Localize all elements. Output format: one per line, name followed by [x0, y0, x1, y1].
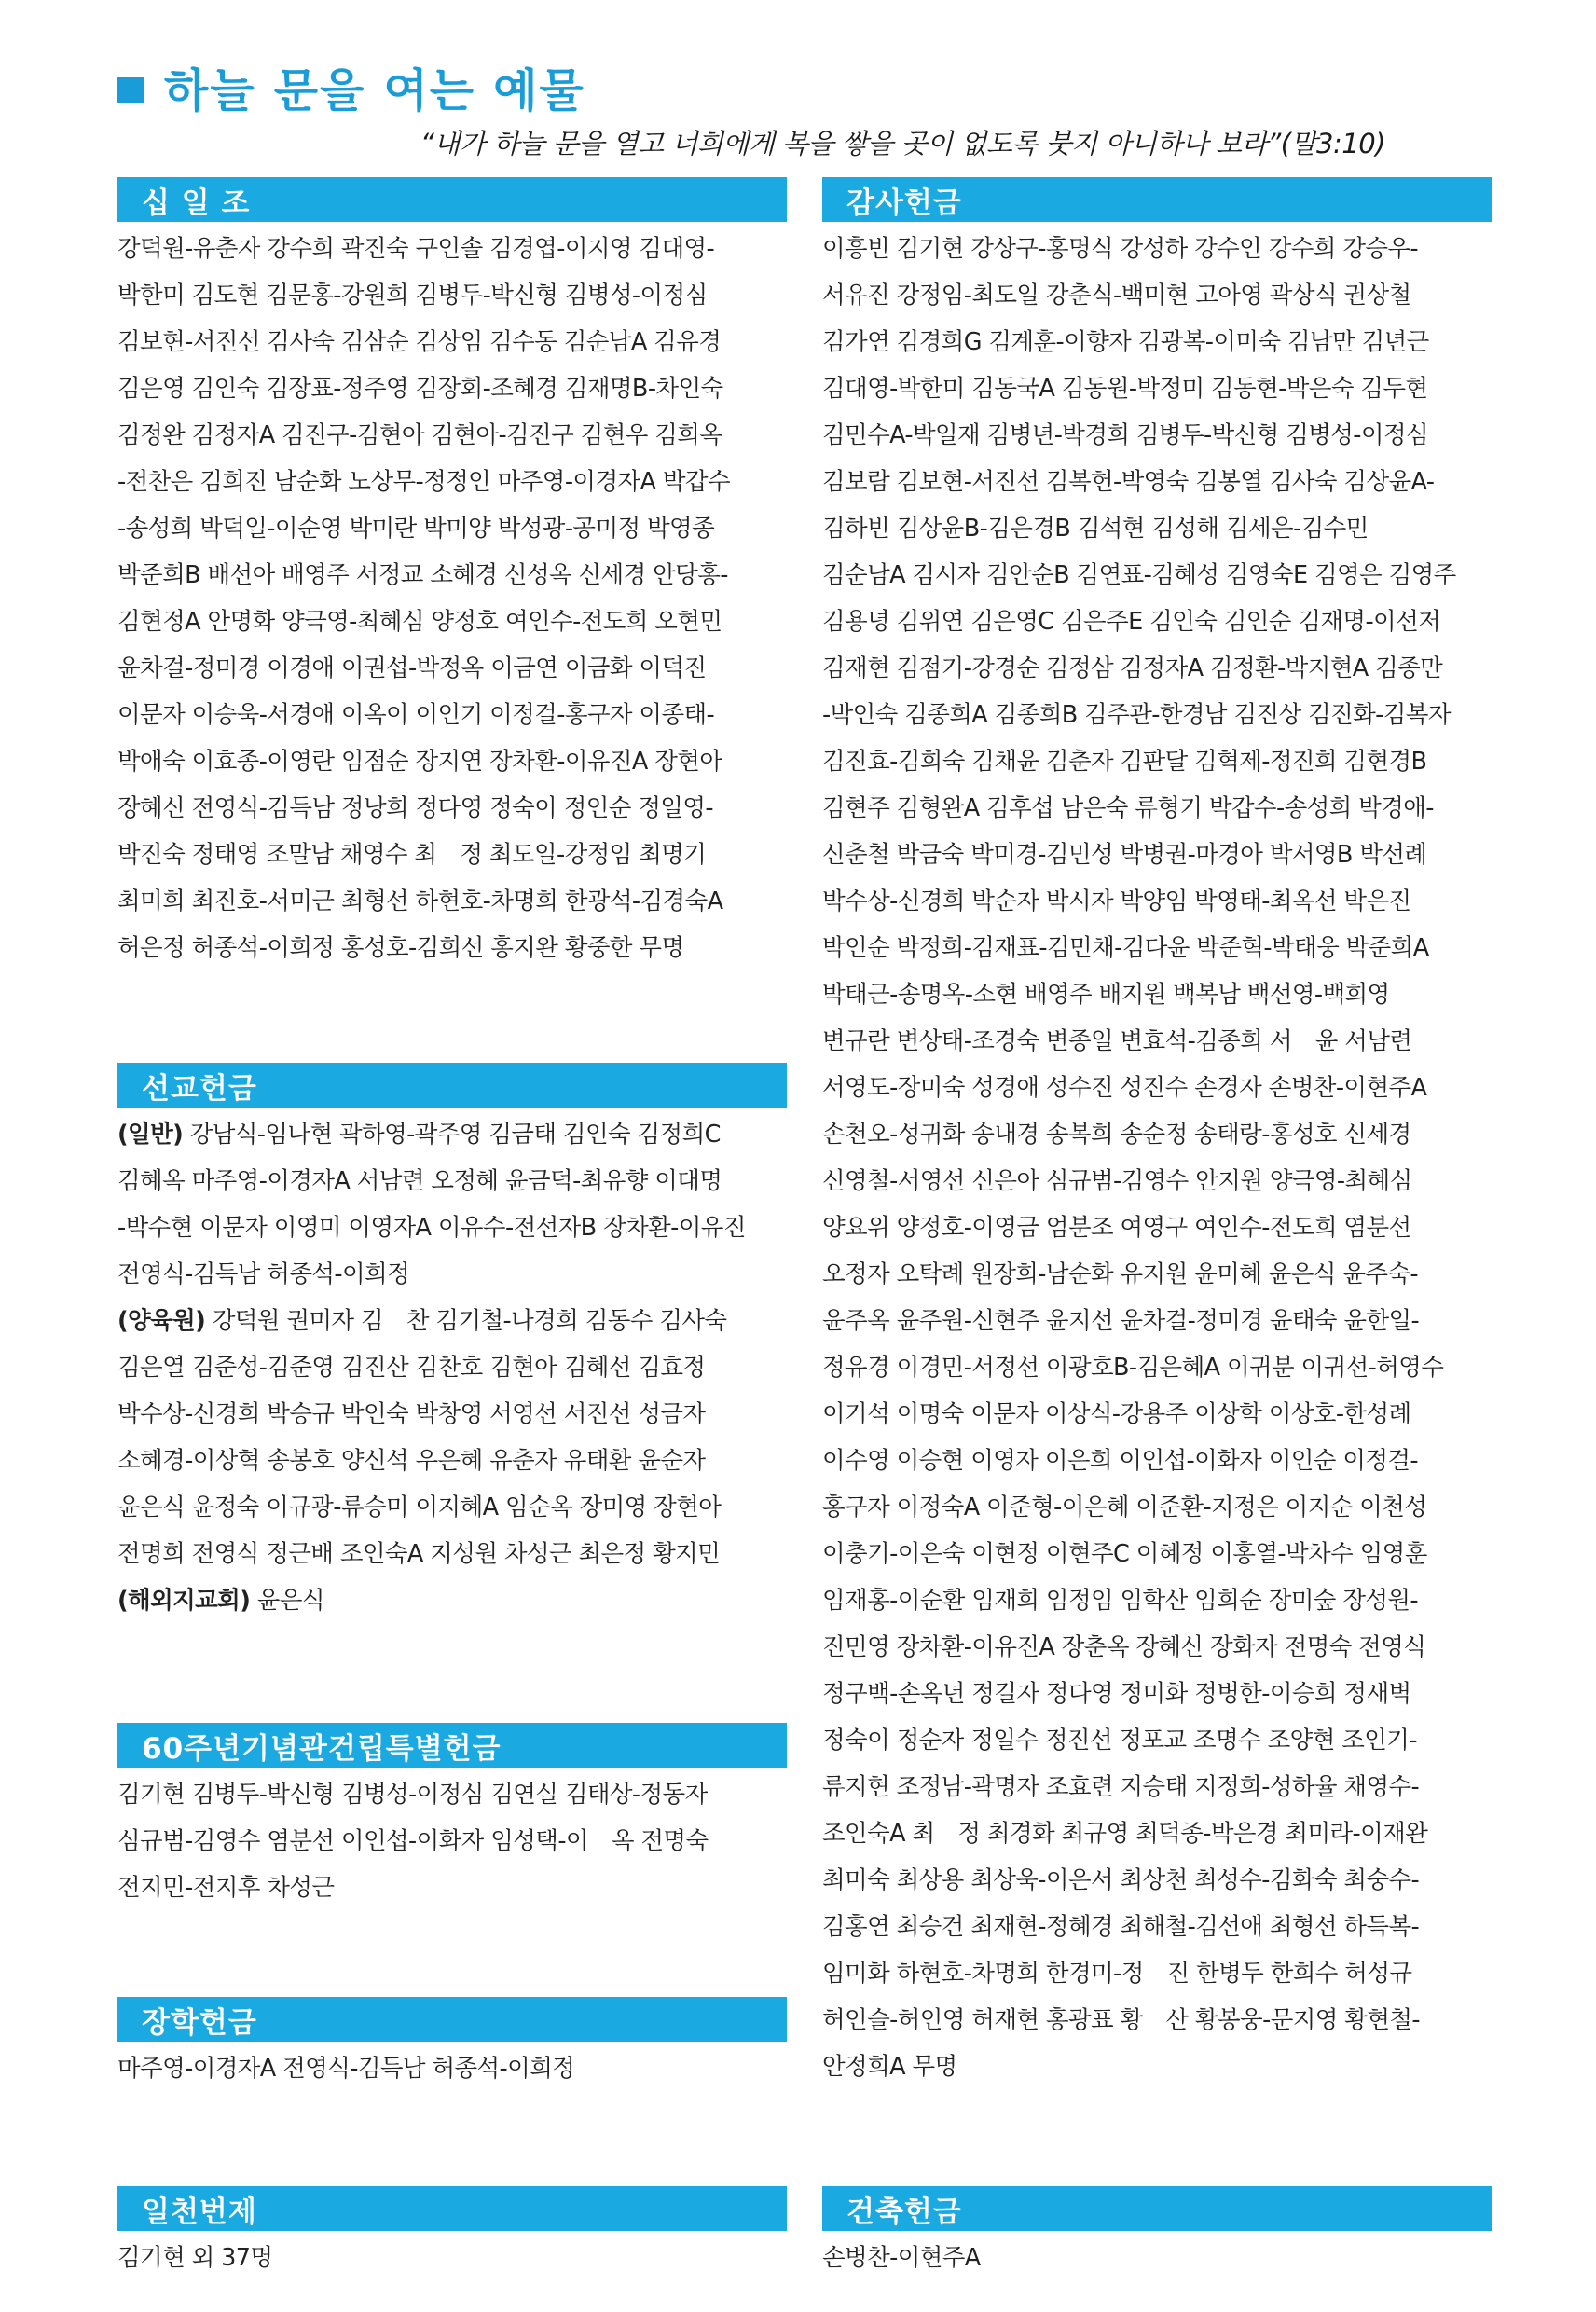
list-line: 박수상-신경희 박순자 박시자 박양임 박영태-최옥선 박은진 — [822, 888, 1411, 915]
name-list — [117, 1111, 787, 1624]
list-line: 윤차걸-정미경 이경애 이권섭-박정옥 이금연 이금화 이덕진 — [117, 654, 707, 682]
list-line — [117, 1111, 787, 1158]
name-list — [822, 2235, 1492, 2281]
list-line: 김가연 김경희G 김계훈-이향자 김광복-이미숙 김남만 김년근 — [822, 328, 1429, 356]
category-label: (해외지교회) — [117, 1587, 251, 1615]
list-line: 박수상-신경희 박승규 박인숙 박창영 서영선 서진선 성금자 — [117, 1400, 706, 1428]
list-line: 이문자 이승욱-서경애 이옥이 이인기 이정걸-홍구자 이종태- — [117, 701, 715, 729]
list-line: 김민수A-박일재 김병년-박경희 김병두-박신형 김병성-이정심 — [822, 421, 1429, 449]
list-line: 김진효-김희숙 김채윤 김춘자 김판달 김혁제-정진희 김현경B — [822, 748, 1427, 776]
list-line: 정숙이 정순자 정일수 정진선 정포교 조명수 조양현 조인기- — [822, 1727, 1417, 1755]
section-heading-bar — [117, 1997, 787, 2042]
section-heading-bar — [117, 177, 787, 222]
list-line: 박진숙 정태영 조말남 채영수 최 정 최도일-강정임 최명기 — [117, 841, 707, 869]
list-line: 김은열 김준성-김준영 김진산 김찬호 김현아 김혜선 김효정 — [117, 1354, 706, 1382]
list-line: 이수영 이승현 이영자 이은희 이인섭-이화자 이인순 이정걸- — [822, 1447, 1419, 1475]
section-heading-bar — [117, 1063, 787, 1108]
section-heading: 건축헌금 — [846, 2195, 962, 2229]
list-line: 허은정 허종석-이희정 홍성호-김희선 홍지완 황중한 무명 — [117, 934, 684, 962]
list-line: 박태근-송명옥-소현 배영주 배지원 백복남 백선영-백희영 — [822, 981, 1390, 1009]
list-line: 윤주옥 윤주원-신현주 윤지선 윤차걸-정미경 윤태숙 윤한일- — [822, 1307, 1420, 1335]
list-line: 임미화 하현호-차명희 한경미-정 진 한병두 한희수 허성규 — [822, 1960, 1412, 1988]
list-line: 류지현 조정남-곽명자 조효련 지승태 지정희-성하율 채영수- — [822, 1773, 1420, 1801]
list-line: 김재현 김점기-강경순 김정삼 김정자A 김정환-박지현A 김종만 — [822, 654, 1443, 682]
list-line: 신춘철 박금숙 박미경-김민성 박병권-마경아 박서영B 박선례 — [822, 841, 1427, 869]
name-list — [822, 226, 1492, 2090]
list-line: 김기현 김병두-박신형 김병성-이정심 김연실 김태상-정동자 — [117, 1781, 708, 1809]
anniversary-building-offering-section — [117, 1723, 787, 1911]
list-line: 김보현-서진선 김사숙 김삼순 김상임 김수동 김순남A 김유경 — [117, 328, 722, 356]
title-row — [117, 58, 585, 117]
list-text: 윤은식 — [256, 1587, 324, 1615]
list-line: 이흥빈 김기현 강상구-홍명식 강성하 강수인 강수희 강승우- — [822, 235, 1419, 263]
list-line: 변규란 변상태-조경숙 변종일 변효석-김종희 서 윤 서남련 — [822, 1027, 1412, 1055]
list-line: 전지민-전지후 차성근 — [117, 1874, 335, 1902]
list-text: 강덕원 권미자 김 찬 김기철-나경희 김동수 김사숙 — [212, 1307, 727, 1335]
bible-verse: “내가 하늘 문을 열고 너희에게 복을 쌓을 곳이 없도록 붓지 아니하나 보라”(말3:10) — [420, 128, 1385, 159]
section-heading: 선교헌금 — [142, 1071, 257, 1106]
list-line: 서유진 강정임-최도일 강춘식-백미현 고아영 곽상식 권상철 — [822, 282, 1411, 310]
section-heading-bar — [822, 2186, 1492, 2231]
list-line: -송성희 박덕일-이순영 박미란 박미양 박성광-공미정 박영종 — [117, 515, 715, 543]
nursing-list — [117, 1344, 787, 1577]
list-line: 안정희A 무명 — [822, 2053, 957, 2081]
name-list — [117, 1771, 787, 1911]
list-text: 강남식-임나현 곽하영-곽주영 김금태 김인숙 김정희C — [189, 1121, 721, 1149]
list-line: 박애숙 이효종-이영란 임점순 장지연 장차환-이유진A 장현아 — [117, 748, 722, 776]
list-line: 최미숙 최상용 최상욱-이은서 최상천 최성수-김화숙 최숭수- — [822, 1866, 1420, 1894]
list-line: 김현주 김형완A 김후섭 남은숙 류형기 박갑수-송성희 박경애- — [822, 794, 1434, 822]
list-line: 윤은식 윤정숙 이규광-류승미 이지혜A 임순옥 장미영 장현아 — [117, 1493, 722, 1521]
category-label: (양육원) — [117, 1307, 206, 1335]
list-line: 김은영 김인숙 김장표-정주영 김장회-조혜경 김재명B-차인숙 — [117, 375, 723, 403]
list-line: 김대영-박한미 김동국A 김동원-박정미 김동현-박은숙 김두현 — [822, 375, 1428, 403]
list-line: 김하빈 김상윤B-김은경B 김석현 김성해 김세은-김수민 — [822, 515, 1369, 543]
list-line: 전영식-김득남 허종석-이희정 — [117, 1260, 410, 1288]
list-line: 박준희B 배선아 배영주 서정교 소혜경 신성옥 신세경 안당홍- — [117, 561, 728, 589]
section-heading: 감사헌금 — [846, 186, 962, 220]
list-line: 장혜신 전영식-김득남 정낭희 정다영 정숙이 정인순 정일영- — [117, 794, 714, 822]
building-offering-section — [822, 2186, 1492, 2281]
list-line: 홍구자 이정숙A 이준형-이은혜 이준환-지정은 이지순 이천성 — [822, 1493, 1427, 1521]
category-label: (일반) — [117, 1121, 184, 1149]
list-line — [117, 1577, 787, 1624]
section-heading: 십 일 조 — [142, 186, 251, 220]
section-heading-bar — [117, 2186, 787, 2231]
list-line: 조인숙A 최 정 최경화 최규영 최덕종-박은경 최미라-이재완 — [822, 1820, 1428, 1848]
list-line: -박수현 이문자 이영미 이영자A 이유수-전선자B 장차환-이유진 — [117, 1214, 746, 1242]
section-heading-bar — [117, 1723, 787, 1768]
page-header — [117, 58, 1488, 170]
square-bullet-icon — [117, 77, 144, 103]
list-line: 김혜옥 마주영-이경자A 서남련 오정혜 윤금덕-최유향 이대명 — [117, 1167, 722, 1195]
list-line: 김용녕 김위연 김은영C 김은주E 김인숙 김인순 김재명-이선저 — [822, 608, 1441, 636]
list-line: -전찬은 김희진 남순화 노상무-정정인 마주영-이경자A 박갑수 — [117, 468, 730, 496]
list-line — [117, 1298, 787, 1344]
section-heading: 장학헌금 — [142, 2005, 257, 2040]
list-line: 이기석 이명숙 이문자 이상식-강용주 이상학 이상호-한성례 — [822, 1400, 1411, 1428]
list-line: 손천오-성귀화 송내경 송복희 송순정 송태랑-홍성호 신세경 — [822, 1121, 1411, 1149]
list-line: 전명희 전영식 정근배 조인숙A 지성원 차성근 최은정 황지민 — [117, 1540, 721, 1568]
thanksgiving-offering-section — [822, 177, 1492, 2090]
scholarship-offering-section — [117, 1997, 787, 2092]
list-line: 김정완 김정자A 김진구-김현아 김현아-김진구 김현우 김희옥 — [117, 421, 722, 449]
list-line: 마주영-이경자A 전영식-김득남 허종석-이희정 — [117, 2055, 575, 2083]
list-line: 서영도-장미숙 성경애 성수진 성진수 손경자 손병찬-이현주A — [822, 1074, 1427, 1102]
section-heading-bar — [822, 177, 1492, 222]
section-heading: 60주년기념관건립특별헌금 — [142, 1731, 502, 1766]
list-line: 이충기-이은숙 이현정 이현주C 이혜정 이홍열-박차수 임영훈 — [822, 1540, 1427, 1568]
list-line: 정유경 이경민-서정선 이광호B-김은혜A 이귀분 이귀선-허영수 — [822, 1354, 1444, 1382]
list-line: 허인슬-허인영 허재현 홍광표 황 산 황봉웅-문지영 황현철- — [822, 2006, 1420, 2034]
general-list — [117, 1158, 787, 1298]
list-line: 김현정A 안명화 양극영-최혜심 양정호 여인수-전도희 오현민 — [117, 608, 722, 636]
list-line: 소혜경-이상혁 송봉호 양신석 우은혜 유춘자 유태환 윤순자 — [117, 1447, 706, 1475]
thousand-offering-section — [117, 2186, 787, 2281]
list-line: 임재홍-이순환 임재희 임정임 임학산 임희순 장미숲 장성원- — [822, 1587, 1419, 1615]
page-title: 하늘 문을 여는 예물 — [164, 64, 585, 117]
list-line: 양요위 양정호-이영금 엄분조 여영구 여인수-전도희 염분선 — [822, 1214, 1411, 1242]
list-line: 김순남A 김시자 김안순B 김연표-김혜성 김영숙E 김영은 김영주 — [822, 561, 1456, 589]
list-line: 정구백-손옥년 정길자 정다영 정미화 정병한-이승희 정새벽 — [822, 1680, 1411, 1708]
list-line: 최미희 최진호-서미근 최형선 하현호-차명희 한광석-김경숙A — [117, 888, 723, 915]
list-line: 오정자 오탁례 원장희-남순화 유지원 윤미혜 윤은식 윤주숙- — [822, 1260, 1419, 1288]
mission-offering-section — [117, 1063, 787, 1624]
tithe-section — [117, 177, 787, 971]
name-list — [117, 2235, 787, 2281]
list-line: 진민영 장차환-이유진A 장춘옥 장혜신 장화자 전명숙 전영식 — [822, 1633, 1426, 1661]
list-line: 김기현 외 37명 — [117, 2244, 273, 2272]
list-line: 신영철-서영선 신은아 심규범-김영수 안지원 양극영-최혜심 — [822, 1167, 1412, 1195]
list-line: 강덕원-유춘자 강수희 곽진숙 구인솔 김경엽-이지영 김대영- — [117, 235, 715, 263]
list-line: -박인숙 김종희A 김종희B 김주관-한경남 김진상 김진화-김복자 — [822, 701, 1451, 729]
list-line: 심규범-김영수 염분선 이인섭-이화자 임성택-이 옥 전명숙 — [117, 1827, 709, 1855]
name-list — [117, 226, 787, 971]
list-line: 박한미 김도현 김문홍-강원희 김병두-박신형 김병성-이정심 — [117, 282, 708, 310]
list-line: 김보람 김보현-서진선 김복헌-박영숙 김봉열 김사숙 김상윤A- — [822, 468, 1435, 496]
section-heading: 일천번제 — [142, 2195, 257, 2229]
name-list — [117, 2045, 787, 2092]
list-line: 김홍연 최승건 최재현-정혜경 최해철-김선애 최형선 하득복- — [822, 1913, 1420, 1941]
list-line: 박인순 박정희-김재표-김민채-김다윤 박준혁-박태웅 박준희A — [822, 934, 1429, 962]
list-line: 손병찬-이현주A — [822, 2244, 981, 2272]
